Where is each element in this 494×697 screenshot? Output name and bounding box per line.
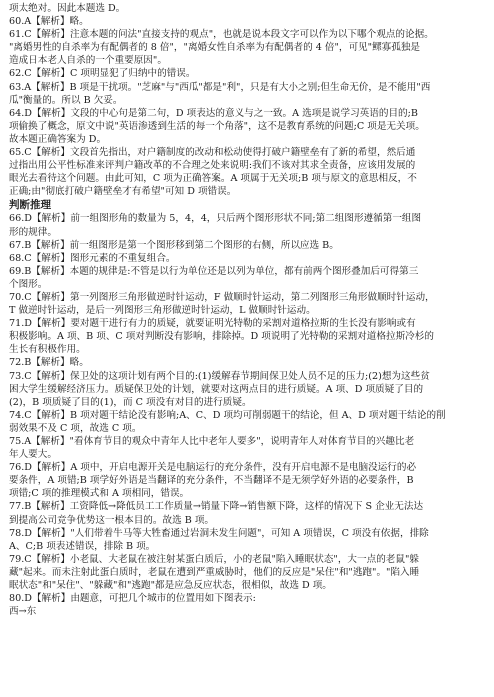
text-line: 到提高公司竞争优势这一根本目的。故选 B 项。 — [9, 514, 215, 526]
answer-explanation — [9, 409, 485, 435]
text-line: 生长有积极作用。 — [9, 344, 86, 356]
text-line: 瓜"衡量的。所以 B 欠妥。 — [9, 94, 123, 106]
text-line: "离婚男性的自杀率为有配偶者的 8 倍"，"离婚女性自杀率为有配偶者的 4 倍"，可见"鳏寡孤独是 — [9, 42, 421, 54]
text-line: 80.D【解析】由题意，可把几个城市的位置用如下图表示: — [9, 593, 256, 605]
text-line: 形的规律。 — [9, 226, 57, 238]
text-line: 眼光去看待这个问题。由此可知，C 项为正确答案。A 项属于无关项;B 项与原文的意思相反，不 — [9, 173, 417, 185]
text-line: 西→东 — [9, 606, 37, 618]
text-line: 71.D【解析】要对题干进行有力的质疑，就要证明光特勒的采割对道格拉斯的生长没有影响或有 — [9, 318, 416, 330]
text-line: 61.C【解析】注意本题的问法"直接支持的观点"，也就是说本段文字可以作为以下哪个观点的论据。 — [9, 29, 434, 41]
text-line: 65.C【解析】文段首先指出，对户籍制度的改动和松动使得打破户籍壁垒有了新的希望，然后通 — [9, 147, 416, 159]
text-line: 项偷换了概念，原文中说"英语渗透到生活的每一个角落"，这不是教育系统的问题;C 项是无关项。 — [9, 120, 425, 132]
text-line: 74.C【解析】B 项对题干结论没有影响;A、C、D 项均可削弱题干的结论，但 A、D 项对题干结论的削 — [9, 409, 446, 421]
answer-explanation — [9, 527, 485, 553]
text-line: 藏"起来。而未注射此蛋白质时，老鼠在遭到严重威胁时，他们的反应是"呆住"和"逃跑"。"陷入睡 — [9, 566, 420, 578]
text-line: 60.A【解析】略。 — [9, 16, 89, 28]
text-line: 年人要大。 — [9, 449, 57, 461]
answer-explanation — [9, 265, 485, 291]
text-line: 67.B【解析】前一组图形是第一个图形移到第二个图形的右侧，所以应选 B。 — [9, 239, 339, 251]
text-line: 眠状态"和"呆住"、"躲藏"和"逃跑"都是应急反应状态，很相似，故选 D 项。 — [9, 580, 332, 592]
text-line: 68.C【解析】图形元素的不重复组合。 — [9, 252, 176, 264]
answer-explanation — [9, 370, 485, 409]
text-line: T 做逆时针运动，是后一列图形三角形做逆时针运动，L 做顺时针运动。 — [9, 305, 316, 317]
answer-explanation — [9, 461, 485, 500]
answer-explanation — [9, 500, 485, 526]
text-line: 70.C【解析】第一列图形三角形做逆时针运动，F 做顺时针运动，第二列图形三角形做顺时针运动， — [9, 291, 435, 303]
section-heading — [9, 198, 485, 212]
text-line: 62.C【解析】C 项明显犯了归纳中的错误。 — [9, 68, 196, 80]
answer-explanation — [9, 592, 485, 605]
answer-explanation — [9, 239, 485, 252]
text-paragraph — [9, 2, 485, 15]
text-line: 75.A【解析】"看体育节目的观众中青年人比中老年人要多"，说明青年人对体育节目的兴趣比老 — [9, 436, 415, 447]
answer-explanation — [9, 291, 485, 317]
text-line: 72.B【解析】略。 — [9, 357, 89, 369]
answer-explanation — [9, 15, 485, 28]
text-line: 积极影响。A 项、B 项、C 项对判断没有影响，排除掉。D 项说明了光特勒的采割对道格拉斯冷杉的 — [9, 331, 434, 343]
answer-explanation — [9, 28, 485, 67]
text-line: 故本题正确答案为 D。 — [9, 133, 107, 145]
text-line: 弱效果不及 C 项，故选 C 项。 — [9, 422, 142, 434]
text-line: A、C;B 项表述错误，排除 B 项。 — [9, 540, 156, 552]
answer-explanation — [9, 81, 485, 107]
text-line: 困大学生缓解经济压力。质疑保卫处的计划，就要对这两点目的进行质疑。A 项、D 项质疑了目的 — [9, 383, 424, 395]
heading-text: 判断推理 — [9, 199, 51, 212]
text-line: 69.B【解析】本题的规律是:不管是以行为单位还是以列为单位，都有前两个图形叠加后可得第三 — [9, 265, 419, 277]
text-line: 正确;由"彻底打破户籍壁垒才有希望"可知 D 项错误。 — [9, 186, 237, 198]
text-line: 79.C【解析】小老鼠、大老鼠在被注射某蛋白质后，小的老鼠"陷入睡眠状态"，大一点的老鼠"躲 — [9, 553, 419, 565]
answer-explanation — [9, 553, 485, 592]
text-paragraph — [9, 605, 485, 618]
answer-explanation — [9, 435, 485, 461]
text-line: 63.A【解析】B 项是干扰项。"芝麻"与"西瓜"都是"利"，只是有大小之别;但生命无价，是不能用"西 — [9, 81, 431, 93]
text-line: 66.D【解析】前一组图形角的数量为 5，4，4，只后两个图形形状不同;第二组图形遵循第一组图 — [9, 213, 422, 225]
answer-explanation — [9, 67, 485, 80]
text-line: 77.B【解析】工资降低→降低员工工作质量→销量下降→销售额下降，这样的情况下 S 企业无法达 — [9, 501, 424, 513]
text-line: 过指出用公平性标准来评判户籍改革的不合理之处来说明:我们不该对其求全责备，应该用发展的 — [9, 160, 416, 172]
answer-explanation — [9, 146, 485, 198]
text-line: 78.D【解析】"人们带着牛马等大牲畜通过岩洞未发生问题"，可知 A 项错误，C 项没有依据，排除 — [9, 527, 429, 539]
text-line: 64.D【解析】文段的中心句是第二句，D 项表达的意义与之一致。A 选项是说学习英语的目的;B — [9, 107, 418, 119]
answer-explanation — [9, 107, 485, 146]
text-line: 73.C【解析】保卫处的这项计划有两个目的:(1)缓解春节期间保卫处人员不足的压力;(2)想为这些贫 — [9, 370, 430, 382]
answer-explanation — [9, 212, 485, 238]
text-line: 造成日本老人自杀的一个重要原因"。 — [9, 55, 167, 67]
text-line: 个图形。 — [9, 278, 48, 290]
text-line: 项错;C 项的推理模式和 A 项相同，错误。 — [9, 488, 190, 500]
text-line: 项太绝对。因此本题选 D。 — [9, 3, 126, 14]
answer-explanation — [9, 252, 485, 265]
text-line: 要条件，A 项错;B 项学好外语是当翻译的充分条件，不当翻译不是无须学好外语的必要条件，B — [9, 475, 414, 487]
text-line: (2)，B 项质疑了目的(1)，而 C 项没有对目的进行质疑。 — [9, 396, 252, 408]
text-line: 76.D【解析】A 项中，开启电源开关是电脑运行的充分条件，没有开启电源不是电脑没运行的必 — [9, 462, 417, 474]
answer-explanation — [9, 356, 485, 369]
answer-explanation — [9, 317, 485, 356]
